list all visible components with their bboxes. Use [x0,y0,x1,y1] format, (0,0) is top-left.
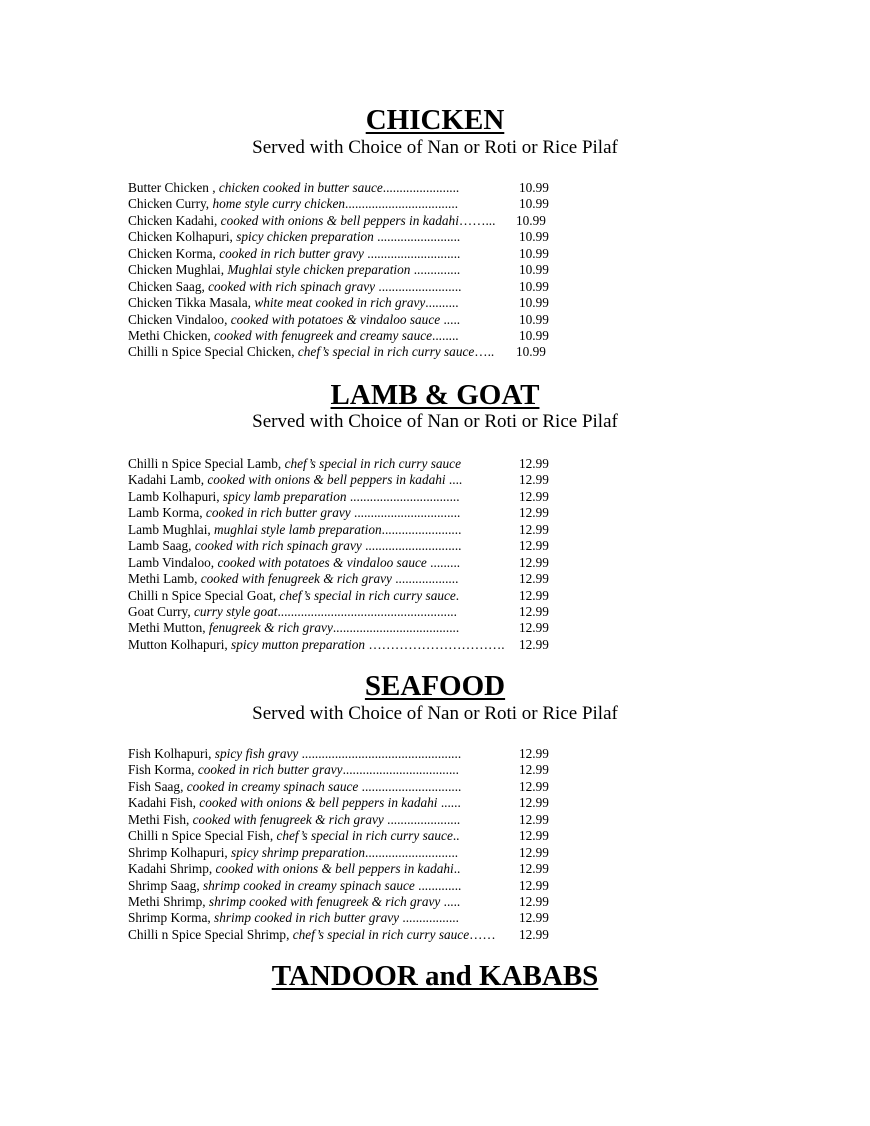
menu-item-description: cooked with rich spinach gravy [204,278,376,294]
menu-item [128,571,568,587]
section-subtitle-chicken: Served with Choice of Nan or Roti or Rice Pilaf [252,137,618,158]
menu-item-name: Chicken Kolhapuri, [128,229,233,245]
menu-item-description: cooked with onions & bell peppers in kadahi [204,472,446,488]
menu-item-price: 12.99 [519,910,549,926]
menu-item-name: Shrimp Saag, [128,877,200,893]
menu-item-leader-dots: ........ [432,327,459,343]
menu-item [128,861,568,877]
menu-item-price: 12.99 [519,778,549,794]
menu-item-name: Shrimp Kolhapuri, [128,844,228,860]
menu-item-leader-dots: ................................. [346,488,460,504]
menu-item-description: white meat cooked in rich gravy [251,295,426,311]
menu-item-leader-dots: ....................... [382,180,460,195]
menu-item-leader-dots: . [455,587,460,603]
menu-item [128,927,568,943]
menu-list-seafood [128,746,568,943]
menu-item-name: Lamb Mughlai, [128,521,211,537]
menu-item-name: Lamb Korma, [128,505,203,521]
menu-item-name: Methi Shrimp, [128,893,206,909]
menu-item-price: 12.99 [519,746,549,761]
menu-item [128,604,568,620]
menu-item-price: 10.99 [519,245,549,261]
menu-item-price: 12.99 [519,861,549,877]
menu-item-leader-dots: …………………………. [365,636,505,652]
menu-item-price: 10.99 [519,180,549,195]
menu-item-name: Chicken Curry, [128,196,210,212]
menu-item-leader-dots: ……... [458,212,496,228]
menu-item-price: 12.99 [519,636,549,652]
menu-item [128,295,568,311]
menu-item [128,489,568,505]
menu-item-name: Chicken Kadahi, [128,212,218,228]
menu-item [128,196,568,212]
menu-item-description: spicy lamb preparation [219,488,347,504]
menu-item [128,538,568,554]
menu-item-description: cooked with onions & bell peppers in kadahi [217,212,459,228]
menu-item-name: Kadahi Shrimp, [128,861,213,877]
menu-item-description: cooked in rich butter gravy [194,762,343,778]
menu-item-leader-dots: ......................... [375,278,462,294]
menu-item-price: 12.99 [519,877,549,893]
menu-item-leader-dots: ............................. [361,538,462,554]
menu-item-leader-dots: ..... [440,311,461,327]
menu-item-name: Lamb Vindaloo, [128,554,215,570]
menu-item-name: Methi Chicken, [128,327,211,343]
menu-item-description: curry style goat [190,603,278,619]
menu-item-price: 10.99 [519,278,549,294]
menu-item-name: Fish Kolhapuri, [128,746,212,761]
menu-item-name: Butter Chicken , [128,180,216,195]
menu-item-leader-dots: …… [469,926,496,942]
menu-item-name: Fish Korma, [128,762,195,778]
menu-item-description: spicy chicken preparation [232,229,374,245]
menu-item-description: Mughlai style chicken preparation [224,262,411,278]
menu-item-leader-dots: ...... [437,795,461,811]
menu-item-name: Mutton Kolhapuri, [128,636,228,652]
menu-item [128,229,568,245]
menu-item-description: spicy fish gravy [211,746,299,761]
section-title-tandoor-kababs: TANDOOR and KABABS [271,960,599,992]
menu-item-description: chef’s special in rich curry sauce [276,587,456,603]
menu-item [128,555,568,571]
menu-item-description: mughlai style lamb preparation [210,521,382,537]
menu-item-leader-dots: .... [445,472,463,488]
menu-item [128,894,568,910]
menu-item-name: Chilli n Spice Special Fish, [128,828,274,844]
menu-item-leader-dots: .......... [425,295,459,311]
section-title-chicken: CHICKEN [365,104,505,136]
menu-item-leader-dots: .............. [410,262,461,278]
menu-item [128,828,568,844]
menu-item-price: 12.99 [519,538,549,554]
menu-item-leader-dots: ............................ [363,245,461,261]
menu-item-leader-dots: ......................... [373,229,461,245]
menu-item [128,262,568,278]
menu-item-price: 12.99 [519,488,549,504]
menu-item-name: Chilli n Spice Special Goat, [128,587,277,603]
menu-item-leader-dots: ........................ [381,521,462,537]
menu-item-name: Kadahi Fish, [128,795,196,811]
menu-item-price: 12.99 [519,603,549,619]
menu-item [128,910,568,926]
menu-item-price: 12.99 [519,505,549,521]
menu-list-chicken [128,180,568,361]
menu-item-name: Methi Fish, [128,811,190,827]
menu-item-description: chicken cooked in butter sauce [215,180,383,195]
menu-item-leader-dots: .................................. [345,196,459,212]
menu-item-description: cooked with onions & bell peppers in kadahi [212,861,454,877]
section-title-seafood: SEAFOOD [364,670,506,702]
menu-item-description: cooked in rich butter gravy [215,245,364,261]
menu-item [128,246,568,262]
menu-item [128,588,568,604]
menu-item-description: spicy shrimp preparation [227,844,366,860]
menu-item-leader-dots: ................. [399,910,459,926]
menu-item-name: Chilli n Spice Special Shrimp, [128,926,290,942]
menu-item-price: 12.99 [519,571,549,587]
menu-item-leader-dots: ............................ [365,844,459,860]
menu-item-name: Chicken Saag, [128,278,205,294]
menu-item-description: chef’s special in rich curry sauce [289,926,470,942]
menu-item-leader-dots: ................................................ [298,746,462,761]
menu-item-price: 10.99 [516,212,546,228]
menu-item-price: 12.99 [519,521,549,537]
menu-item-description: cooked with fenugreek & rich gravy [189,811,384,827]
menu-item-price: 10.99 [519,229,549,245]
menu-item-name: Kadahi Lamb, [128,472,205,488]
menu-item-description: cooked with onions & bell peppers in kadahi [195,795,438,811]
menu-item-description: cooked with potatoes & vindaloo sauce [214,554,427,570]
menu-item [128,344,568,360]
menu-item-description: shrimp cooked in creamy spinach sauce [199,877,415,893]
menu-item-name: Chilli n Spice Special Lamb, [128,456,282,471]
menu-item-leader-dots: ................................... [342,762,459,778]
menu-item [128,505,568,521]
menu-item-leader-dots: ............. [414,877,462,893]
menu-item [128,637,568,653]
menu-item-price: 10.99 [519,196,549,212]
menu-item-price: 12.99 [519,620,549,636]
menu-item-description: shrimp cooked with fenugreek & rich gravy [205,893,441,909]
menu-item [128,795,568,811]
menu-item-description: chef’s special in rich curry sauce [273,828,453,844]
menu-item-name: Chilli n Spice Special Chicken, [128,344,295,360]
menu-item-name: Chicken Korma, [128,245,216,261]
menu-item-price: 12.99 [519,811,549,827]
menu-item-leader-dots: .............................. [358,778,462,794]
menu-item-price: 10.99 [519,311,549,327]
menu-item [128,522,568,538]
menu-item [128,878,568,894]
menu-item-price: 10.99 [519,262,549,278]
menu-item-description: cooked with potatoes & vindaloo sauce [227,311,441,327]
menu-item-name: Methi Mutton, [128,620,206,636]
menu-item-name: Lamb Kolhapuri, [128,488,220,504]
menu-item-price: 12.99 [519,762,549,778]
menu-item-name: Methi Lamb, [128,571,198,587]
menu-item-price: 12.99 [519,844,549,860]
menu-list-lamb-goat [128,456,568,653]
section-subtitle-seafood: Served with Choice of Nan or Roti or Rice Pilaf [252,703,618,724]
menu-item-description: chef’s special in rich curry sauce [281,456,461,471]
menu-item-leader-dots: ...................... [383,811,461,827]
section-subtitle-lamb-goat: Served with Choice of Nan or Roti or Rice Pilaf [252,411,618,432]
menu-item-leader-dots: ......... [426,554,461,570]
menu-item-leader-dots: .. [452,828,460,844]
menu-item [128,456,568,472]
section-title-lamb-goat: LAMB & GOAT [330,379,540,411]
menu-item-price: 12.99 [519,554,549,570]
menu-item-description: cooked with rich spinach gravy [191,538,362,554]
menu-item-description: cooked in rich butter gravy [202,505,351,521]
menu-item-name: Shrimp Korma, [128,910,211,926]
menu-item [128,213,568,229]
menu-item-leader-dots: .. [453,861,461,877]
menu-item-leader-dots: ….. [474,344,495,360]
menu-item-leader-dots: ...................................................... [277,603,457,619]
menu-item-name: Lamb Saag, [128,538,192,554]
menu-item-description: home style curry chicken [209,196,345,212]
menu-item-name: Chicken Tikka Masala, [128,295,251,311]
menu-item [128,746,568,762]
menu-item-leader-dots: ................................ [350,505,461,521]
menu-item [128,180,568,196]
menu-item [128,472,568,488]
menu-item-description: spicy mutton preparation [227,636,366,652]
menu-item [128,845,568,861]
menu-item [128,620,568,636]
menu-item-price: 12.99 [519,587,549,603]
menu-item-price: 10.99 [516,344,546,360]
menu-item-price: 12.99 [519,893,549,909]
menu-item-price: 12.99 [519,472,549,488]
menu-item-leader-dots: ..... [440,893,461,909]
menu-item-description: cooked with fenugreek and creamy sauce [210,327,433,343]
menu-item [128,812,568,828]
menu-item-name: Goat Curry, [128,603,191,619]
menu-item-leader-dots: ...................................... [332,620,460,636]
menu-item-description: cooked in creamy spinach sauce [183,778,359,794]
menu-item [128,779,568,795]
menu-item [128,762,568,778]
menu-item-price: 10.99 [519,327,549,343]
menu-item-description: fenugreek & rich gravy [205,620,333,636]
menu-item-description: cooked with fenugreek & rich gravy [197,571,392,587]
menu-item-price: 12.99 [519,828,549,844]
menu-item-description: shrimp cooked in rich butter gravy [210,910,400,926]
menu-item-name: Fish Saag, [128,778,184,794]
menu-item-leader-dots: ................... [391,571,459,587]
menu-item-price: 10.99 [519,295,549,311]
menu-item-name: Chicken Mughlai, [128,262,225,278]
menu-item-price: 12.99 [519,926,549,942]
menu-item-price: 12.99 [519,795,549,811]
menu-item-name: Chicken Vindaloo, [128,311,228,327]
menu-item [128,328,568,344]
menu-item [128,312,568,328]
menu-item [128,279,568,295]
menu-item-description: chef’s special in rich curry sauce [294,344,475,360]
menu-item-price: 12.99 [519,456,549,471]
